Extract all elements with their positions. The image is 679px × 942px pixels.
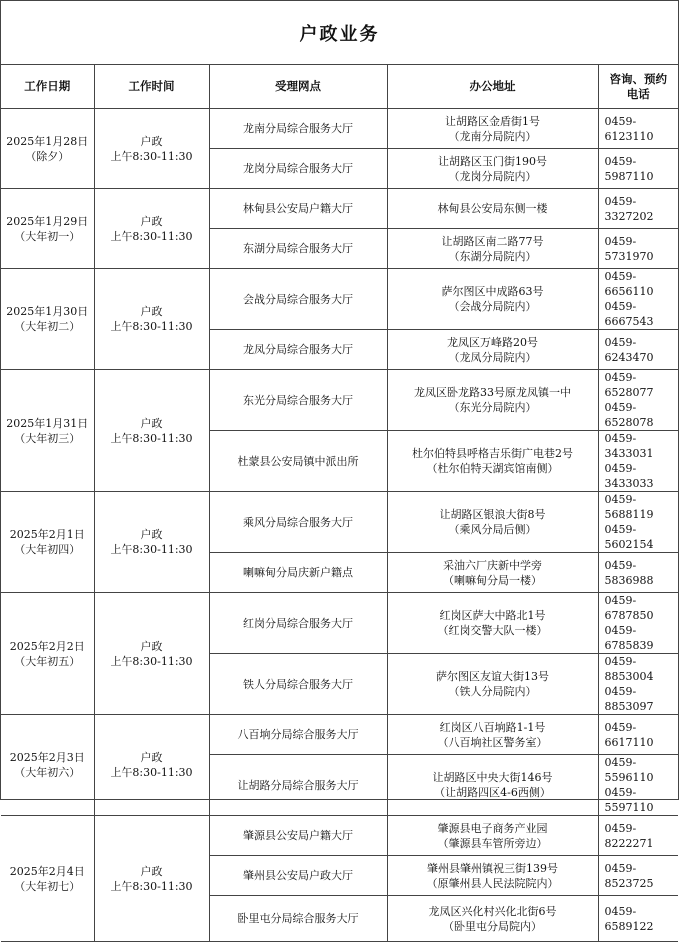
work-time: 户政 上午8:30-11:30: [94, 492, 209, 593]
office-address: 肇源县电子商务产业园 （肇源县车管所旁边）: [387, 816, 598, 856]
header-office: 受理网点: [209, 65, 387, 109]
office-name: 八百垧分局综合服务大厅: [209, 715, 387, 755]
work-time: 户政 上午8:30-11:30: [94, 816, 209, 942]
contact-phone: 0459-5987110: [598, 149, 678, 189]
contact-phone: 0459-5688119 0459-5602154: [598, 492, 678, 553]
office-address: 让胡路区中央大街146号 （让胡路四区4-6西侧）: [387, 755, 598, 816]
table-row: [1, 189, 678, 229]
work-date: 2025年1月28日 （除夕）: [1, 109, 94, 189]
office-address: 杜尔伯特县呼格吉乐街广电巷2号 （杜尔伯特天湖宾馆南侧）: [387, 431, 598, 492]
contact-phone: 0459-5731970: [598, 229, 678, 269]
office-address: 采油六厂庆新中学旁 （喇嘛甸分局一楼）: [387, 553, 598, 593]
table-row: [1, 370, 678, 431]
header-address: 办公地址: [387, 65, 598, 109]
office-address: 林甸县公安局东侧一楼: [387, 189, 598, 229]
office-name: 肇源县公安局户籍大厅: [209, 816, 387, 856]
contact-phone: 0459-5836988: [598, 553, 678, 593]
office-name: 铁人分局综合服务大厅: [209, 654, 387, 715]
office-address: 萨尔图区友谊大街13号 （铁人分局院内）: [387, 654, 598, 715]
office-address: 让胡路区金盾街1号 （龙南分局院内）: [387, 109, 598, 149]
contact-phone: 0459-8523725: [598, 856, 678, 896]
office-address: 让胡路区南二路77号 （东湖分局院内）: [387, 229, 598, 269]
header-phone: 咨询、预约 电话: [598, 65, 678, 109]
schedule-table: [1, 65, 678, 942]
work-time: 户政 上午8:30-11:30: [94, 109, 209, 189]
work-time: 户政 上午8:30-11:30: [94, 715, 209, 816]
work-time: 户政 上午8:30-11:30: [94, 269, 209, 370]
contact-phone: 0459-3433031 0459-3433033: [598, 431, 678, 492]
office-name: 龙岗分局综合服务大厅: [209, 149, 387, 189]
contact-phone: 0459-8222271: [598, 816, 678, 856]
office-address: 红岗区八百垧路1-1号 （八百垧社区警务室）: [387, 715, 598, 755]
work-time: 户政 上午8:30-11:30: [94, 189, 209, 269]
table-row: [1, 269, 678, 330]
table-row: [1, 816, 678, 856]
office-name: 东湖分局综合服务大厅: [209, 229, 387, 269]
page-title: 户政业务: [1, 1, 678, 65]
office-address: 龙凤区卧龙路33号原龙凤镇一中 （东光分局院内）: [387, 370, 598, 431]
work-date: 2025年1月30日 （大年初二）: [1, 269, 94, 370]
contact-phone: 0459-3327202: [598, 189, 678, 229]
office-name: 让胡路分局综合服务大厅: [209, 755, 387, 816]
office-address: 让胡路区银浪大街8号 （乘风分局后侧）: [387, 492, 598, 553]
contact-phone: 0459-6528077 0459-6528078: [598, 370, 678, 431]
office-name: 林甸县公安局户籍大厅: [209, 189, 387, 229]
office-address: 红岗区萨大中路北1号 （红岗交警大队一楼）: [387, 593, 598, 654]
office-address: 让胡路区玉门街190号 （龙岗分局院内）: [387, 149, 598, 189]
office-name: 龙南分局综合服务大厅: [209, 109, 387, 149]
table-row: [1, 492, 678, 553]
contact-phone: 0459-6123110: [598, 109, 678, 149]
work-date: 2025年1月31日 （大年初三）: [1, 370, 94, 492]
office-name: 杜蒙县公安局镇中派出所: [209, 431, 387, 492]
table-row: [1, 593, 678, 654]
contact-phone: 0459-6589122: [598, 896, 678, 942]
office-name: 卧里屯分局综合服务大厅: [209, 896, 387, 942]
office-name: 会战分局综合服务大厅: [209, 269, 387, 330]
office-name: 喇嘛甸分局庆新户籍点: [209, 553, 387, 593]
office-address: 龙凤区兴化村兴化北街6号 （卧里屯分局院内）: [387, 896, 598, 942]
contact-phone: 0459-6243470: [598, 330, 678, 370]
header-date: 工作日期: [1, 65, 94, 109]
header-row: [1, 65, 678, 109]
work-date: 2025年2月4日 （大年初七）: [1, 816, 94, 942]
table-row: [1, 109, 678, 149]
work-time: 户政 上午8:30-11:30: [94, 593, 209, 715]
work-time: 户政 上午8:30-11:30: [94, 370, 209, 492]
contact-phone: 0459-5596110 0459-5597110: [598, 755, 678, 816]
work-date: 2025年2月1日 （大年初四）: [1, 492, 94, 593]
office-address: 龙凤区万峰路20号 （龙凤分局院内）: [387, 330, 598, 370]
table-row: [1, 715, 678, 755]
work-date: 2025年1月29日 （大年初一）: [1, 189, 94, 269]
header-time: 工作时间: [94, 65, 209, 109]
contact-phone: 0459-6787850 0459-6785839: [598, 593, 678, 654]
office-address: 肇州县肇州镇祝三街139号 （原肇州县人民法院院内）: [387, 856, 598, 896]
office-name: 肇州县公安局户政大厅: [209, 856, 387, 896]
office-address: 萨尔图区中成路63号 （会战分局院内）: [387, 269, 598, 330]
office-name: 东光分局综合服务大厅: [209, 370, 387, 431]
schedule-body: [1, 109, 678, 942]
contact-phone: 0459-6656110 0459-6667543: [598, 269, 678, 330]
office-name: 龙凤分局综合服务大厅: [209, 330, 387, 370]
work-date: 2025年2月3日 （大年初六）: [1, 715, 94, 816]
contact-phone: 0459-8853004 0459-8853097: [598, 654, 678, 715]
contact-phone: 0459-6617110: [598, 715, 678, 755]
work-date: 2025年2月2日 （大年初五）: [1, 593, 94, 715]
office-name: 红岗分局综合服务大厅: [209, 593, 387, 654]
office-name: 乘风分局综合服务大厅: [209, 492, 387, 553]
